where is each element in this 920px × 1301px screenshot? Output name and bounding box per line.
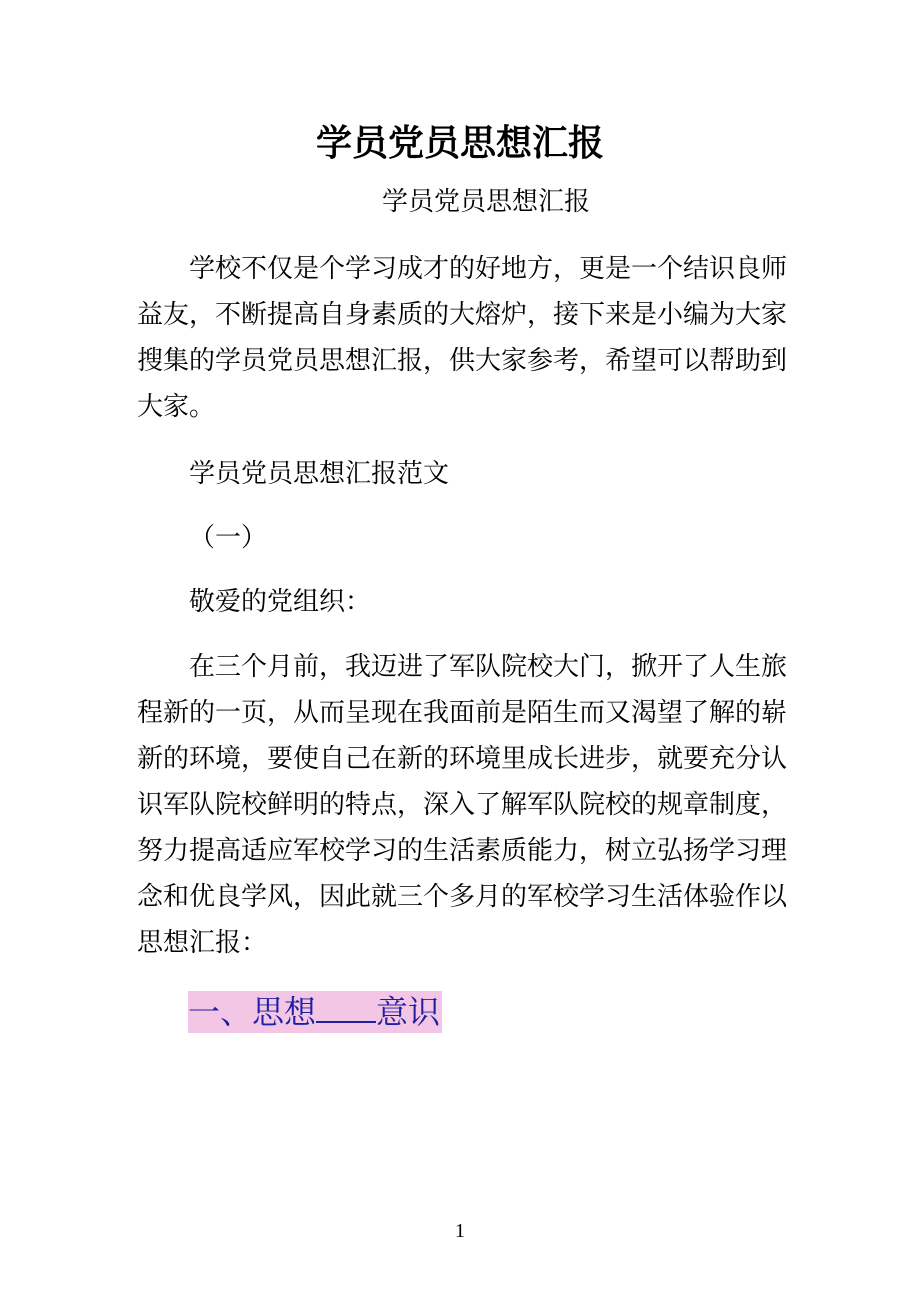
- page-number: 1: [455, 1220, 465, 1242]
- part-number: （一）: [189, 523, 268, 553]
- section-label: 学员党员思想汇报范文: [189, 459, 450, 489]
- section-heading: [188, 991, 442, 1033]
- section-heading-suffix: 意识: [376, 993, 441, 1031]
- section-heading-prefix: 一、思想: [188, 993, 317, 1031]
- salutation: 敬爱的党组织：: [189, 587, 372, 617]
- document-subtitle: 学员党员思想汇报: [382, 187, 591, 217]
- intro-paragraph: 学校不仅是个学习成才的好地方，更是一个结识良师益友，不断提高自身素质的大熔炉，接下来是小编为大家搜集的学员党员思想汇报，供大家参考，希望可以帮助到大家。: [137, 254, 788, 422]
- document-title: 学员党员思想汇报: [315, 123, 604, 164]
- body-paragraph: 在三个月前，我迈进了军队院校大门，掀开了人生旅程新的一页，从而呈现在我面前是陌生而又渴望了解的崭新的环境，要使自己在新的环境里成长进步，就要充分认识军队院校鲜明的特点，深入了解军队院校的规章制度，努力提高适应军校学习的生活素质能力，树立弘扬学习理念和优良学风，因此就三个多月的军校学习生活体验作以思想汇报：: [137, 652, 788, 958]
- fill-in-blank: [316, 991, 376, 1023]
